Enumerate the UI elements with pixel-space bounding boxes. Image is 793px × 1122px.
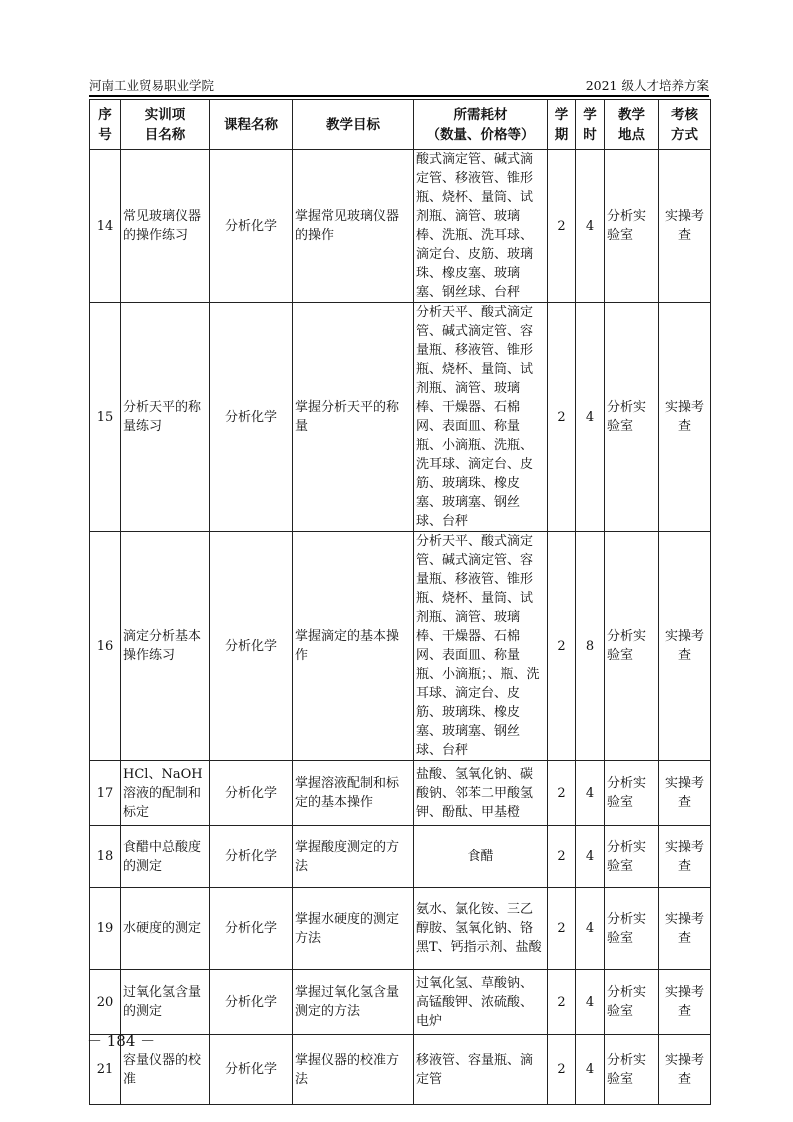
cell-no: 18 <box>90 826 121 888</box>
cell-hours: 4 <box>576 761 605 826</box>
cell-no: 16 <box>90 532 121 761</box>
header-cell-term: 学 期 <box>548 100 576 150</box>
header-cell-assess: 考核 方式 <box>659 100 711 150</box>
cell-no: 21 <box>90 1035 121 1105</box>
cell-place: 分析实验室 <box>605 761 659 826</box>
cell-goal: 掌握酸度测定的方法 <box>293 826 414 888</box>
cell-project: 滴定分析基本操作练习 <box>121 532 210 761</box>
cell-goal: 掌握过氧化氢含量测定的方法 <box>293 970 414 1035</box>
cell-place: 分析实验室 <box>605 1035 659 1105</box>
cell-place: 分析实验室 <box>605 303 659 532</box>
cell-materials: 氨水、氯化铵、三乙醇胺、氢氧化钠、铬黑T、钙指示剂、盐酸 <box>414 888 548 970</box>
cell-project: HCl、NaOH 溶液的配制和标定 <box>121 761 210 826</box>
header-school-name: 河南工业贸易职业学院 <box>89 78 215 93</box>
cell-term: 2 <box>548 150 576 303</box>
cell-assess: 实操考查 <box>659 970 711 1035</box>
page-number: － 184 － <box>87 1032 156 1050</box>
cell-goal: 掌握滴定的基本操作 <box>293 532 414 761</box>
cell-term: 2 <box>548 970 576 1035</box>
table-row <box>90 888 711 970</box>
header-cell-materials: 所需耗材 （数量、价格等） <box>414 100 548 150</box>
header-cell-place: 教学 地点 <box>605 100 659 150</box>
cell-no: 14 <box>90 150 121 303</box>
cell-materials: 过氧化氢、草酸钠、高锰酸钾、浓硫酸、电炉 <box>414 970 548 1035</box>
cell-hours: 4 <box>576 303 605 532</box>
cell-goal: 掌握水硬度的测定方法 <box>293 888 414 970</box>
cell-place: 分析实验室 <box>605 150 659 303</box>
cell-assess: 实操考查 <box>659 150 711 303</box>
page-header <box>89 76 709 94</box>
cell-term: 2 <box>548 303 576 532</box>
cell-term: 2 <box>548 888 576 970</box>
cell-materials: 分析天平、酸式滴定管、碱式滴定管、容量瓶、移液管、锥形瓶、烧杯、量筒、试剂瓶、滴管、玻璃棒、干燥器、石棉网、表面皿、称量瓶、小滴瓶、洗瓶、洗耳球、滴定台、皮筋、玻璃珠、橡皮塞、玻璃塞、钢丝球、台秤 <box>414 303 548 532</box>
cell-hours: 4 <box>576 150 605 303</box>
cell-project: 食醋中总酸度的测定 <box>121 826 210 888</box>
cell-project: 容量仪器的校准 <box>121 1035 210 1105</box>
cell-project: 过氧化氢含量的测定 <box>121 970 210 1035</box>
cell-course: 分析化学 <box>210 970 293 1035</box>
cell-assess: 实操考查 <box>659 532 711 761</box>
cell-materials: 盐酸、氢氧化钠、碳酸钠、邻苯二甲酸氢钾、酚酞、甲基橙 <box>414 761 548 826</box>
cell-hours: 4 <box>576 888 605 970</box>
cell-no: 19 <box>90 888 121 970</box>
cell-hours: 4 <box>576 826 605 888</box>
table-row <box>90 826 711 888</box>
cell-assess: 实操考查 <box>659 1035 711 1105</box>
table-row <box>90 150 711 303</box>
cell-goal: 掌握常见玻璃仪器的操作 <box>293 150 414 303</box>
cell-assess: 实操考查 <box>659 303 711 532</box>
header-cell-project: 实训项 目名称 <box>121 100 210 150</box>
cell-course: 分析化学 <box>210 532 293 761</box>
cell-term: 2 <box>548 761 576 826</box>
cell-place: 分析实验室 <box>605 532 659 761</box>
cell-no: 17 <box>90 761 121 826</box>
cell-assess: 实操考查 <box>659 761 711 826</box>
cell-goal: 掌握溶液配制和标定的基本操作 <box>293 761 414 826</box>
cell-assess: 实操考查 <box>659 888 711 970</box>
cell-place: 分析实验室 <box>605 826 659 888</box>
cell-materials: 食醋 <box>414 826 548 888</box>
table-row <box>90 970 711 1035</box>
cell-term: 2 <box>548 1035 576 1105</box>
cell-course: 分析化学 <box>210 150 293 303</box>
cell-course: 分析化学 <box>210 826 293 888</box>
cell-term: 2 <box>548 532 576 761</box>
cell-project: 水硬度的测定 <box>121 888 210 970</box>
table-header-row <box>90 100 711 150</box>
cell-place: 分析实验室 <box>605 970 659 1035</box>
cell-hours: 4 <box>576 1035 605 1105</box>
cell-goal: 掌握分析天平的称量 <box>293 303 414 532</box>
table-row <box>90 532 711 761</box>
cell-term: 2 <box>548 826 576 888</box>
training-projects-table <box>89 99 711 1105</box>
table-row <box>90 303 711 532</box>
cell-hours: 4 <box>576 970 605 1035</box>
cell-course: 分析化学 <box>210 888 293 970</box>
header-cell-hours: 学 时 <box>576 100 605 150</box>
cell-course: 分析化学 <box>210 1035 293 1105</box>
cell-materials: 移液管、容量瓶、滴定管 <box>414 1035 548 1105</box>
cell-project: 常见玻璃仪器的操作练习 <box>121 150 210 303</box>
cell-place: 分析实验室 <box>605 888 659 970</box>
header-cell-no: 序 号 <box>90 100 121 150</box>
cell-project: 分析天平的称量练习 <box>121 303 210 532</box>
cell-course: 分析化学 <box>210 303 293 532</box>
cell-materials: 酸式滴定管、碱式滴定管、移液管、锥形瓶、烧杯、量筒、试剂瓶、滴管、玻璃棒、洗瓶、洗耳球、滴定台、皮筋、玻璃珠、橡皮塞、玻璃塞、钢丝球、台秤 <box>414 150 548 303</box>
header-rule <box>89 95 709 97</box>
cell-hours: 8 <box>576 532 605 761</box>
table-row <box>90 1035 711 1105</box>
cell-no: 15 <box>90 303 121 532</box>
cell-assess: 实操考查 <box>659 826 711 888</box>
header-cell-goal: 教学目标 <box>293 100 414 150</box>
header-cell-course: 课程名称 <box>210 100 293 150</box>
cell-materials: 分析天平、酸式滴定管、碱式滴定管、容量瓶、移液管、锥形瓶、烧杯、量筒、试剂瓶、滴管、玻璃棒、干燥器、石棉网、表面皿、称量瓶、小滴瓶；、瓶、洗耳球、滴定台、皮筋、玻璃珠、橡皮塞、玻璃塞、钢丝球、台秤 <box>414 532 548 761</box>
table-row <box>90 761 711 826</box>
cell-course: 分析化学 <box>210 761 293 826</box>
cell-goal: 掌握仪器的校准方法 <box>293 1035 414 1105</box>
header-plan-title: 2021 级人才培养方案 <box>585 78 709 93</box>
cell-no: 20 <box>90 970 121 1035</box>
